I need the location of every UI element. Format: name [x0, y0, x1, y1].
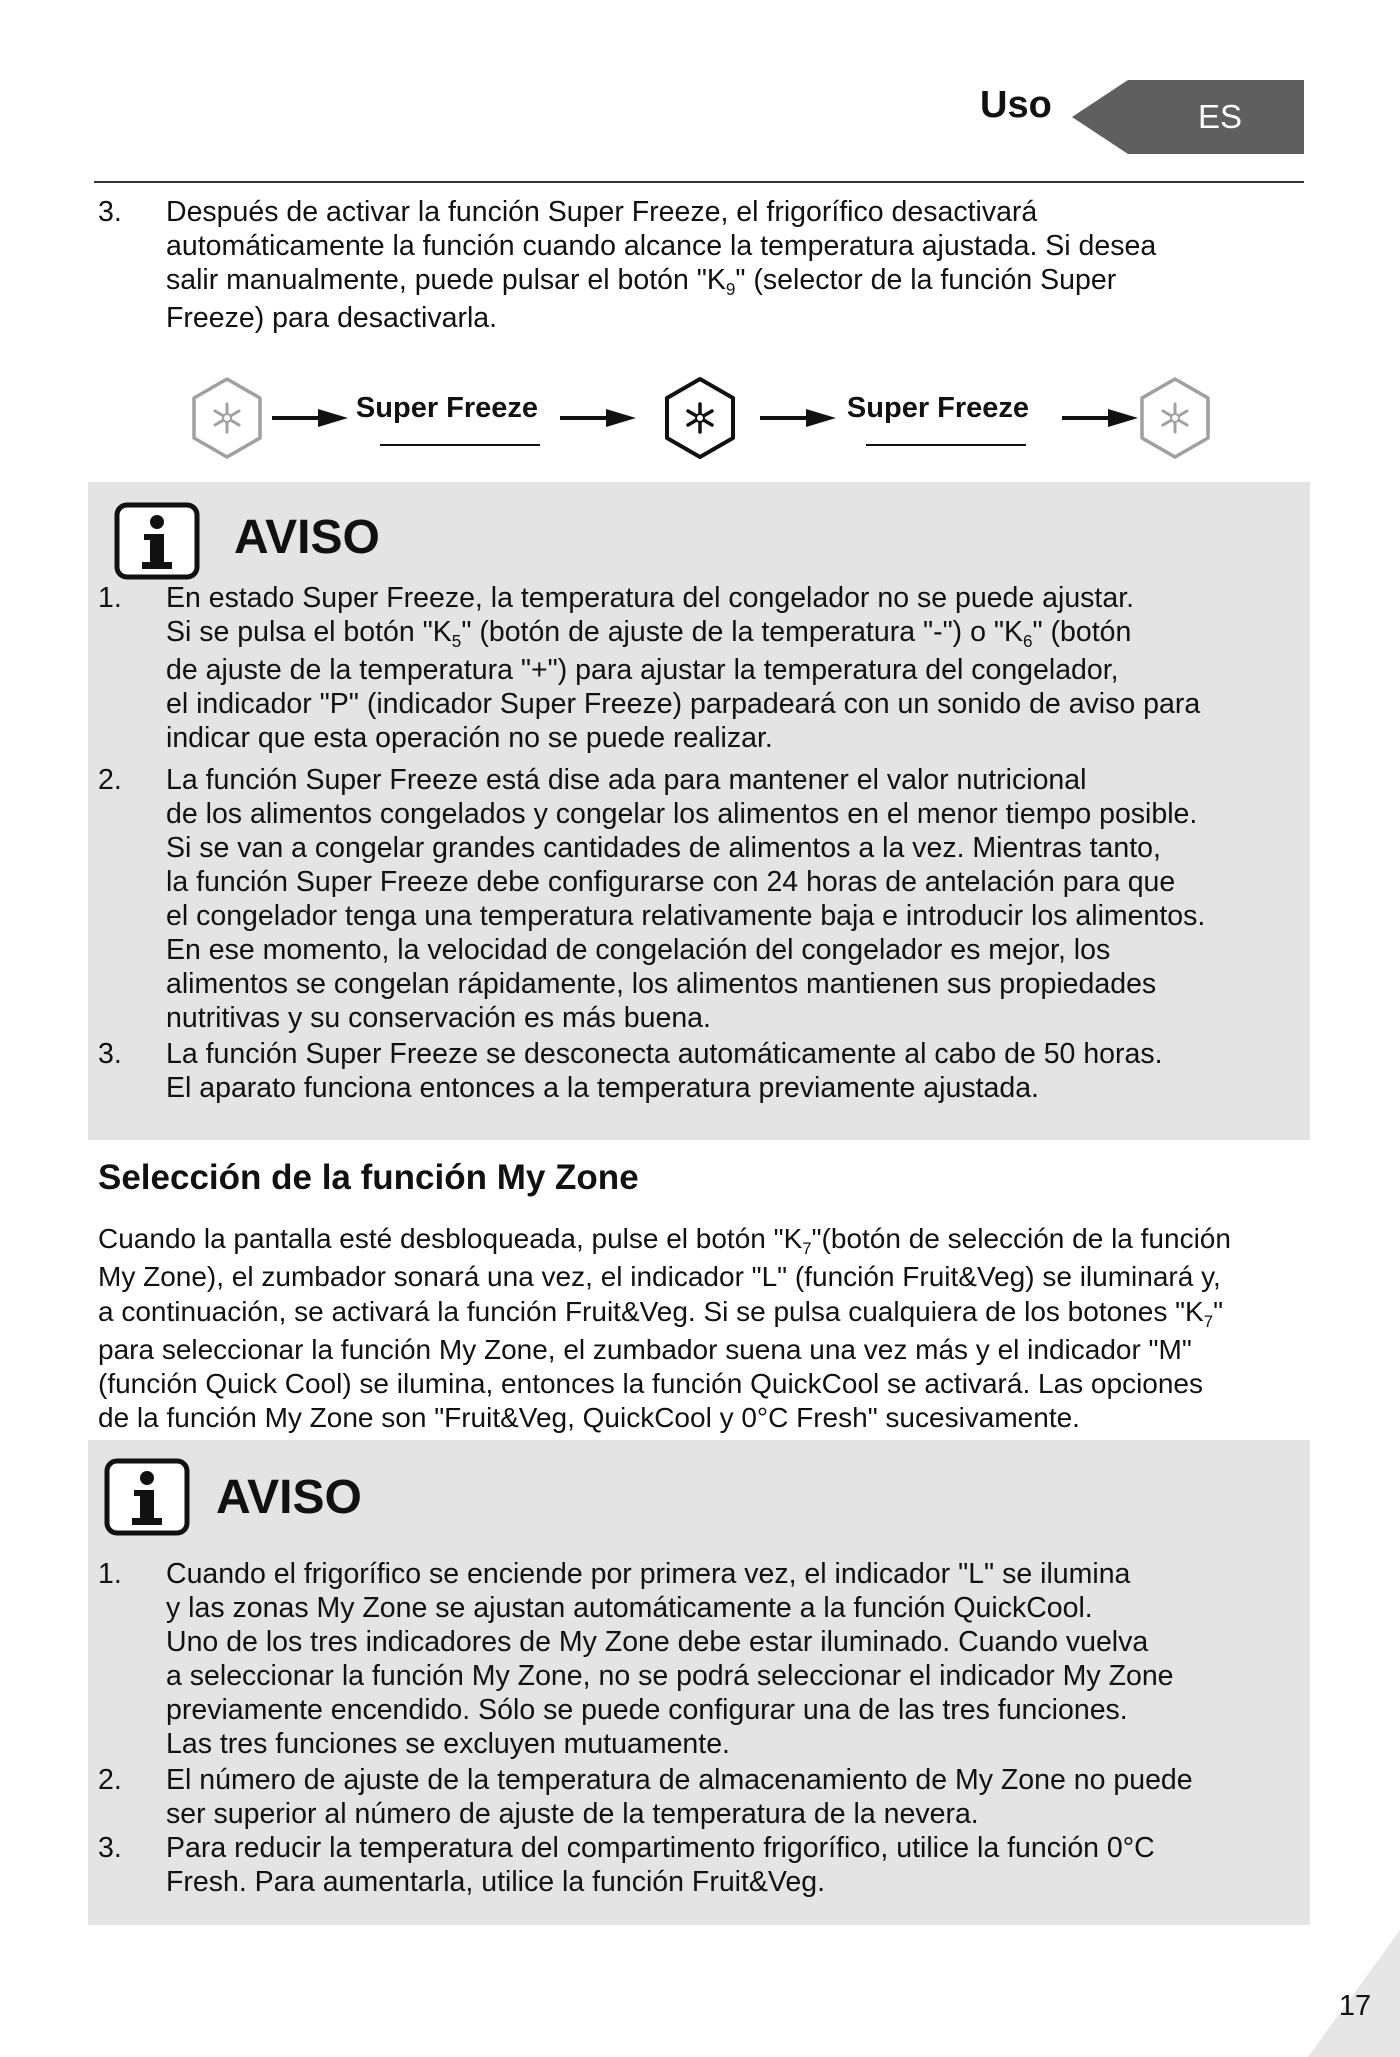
header-divider: [94, 181, 1304, 183]
list-item-text: En estado Super Freeze, la temperatura del congelador no se puede ajustar. Si se pulsa el botón "$K_5$" (botón de ajuste de la temperatura "-") o "$K_6$" (botón de ajuste de la temperatura "+") para ajustar la temperatura del congelador, el indicador "P" (indicador Super Freeze) parpadeará con un sonido de aviso para indicar que esta operación no se puede realizar.: [166, 582, 1201, 754]
notice-box: [88, 1440, 1310, 1925]
notice-title: AVISO: [234, 511, 380, 564]
list-item-text: El número de ajuste de la temperatura de almacenamiento de My Zone no puede ser superior al número de ajuste de la temperatura de la nevera.: [166, 1764, 1193, 1830]
flow-label-super-freeze: Super Freeze: [355, 392, 539, 424]
info-icon: [104, 1458, 190, 1536]
section-title: Uso: [980, 84, 1052, 126]
arrow-right-icon: [272, 408, 348, 428]
snowflake-hexagon-active-icon: [663, 376, 737, 460]
flow-label-super-freeze: Super Freeze: [846, 392, 1030, 424]
my-zone-description: Cuando la pantalla esté desbloqueada, pulse el botón "$K_7"(botón$ de selección de la función My Zone), el zumbador sonará una vez, el indicador "L" (función Fruit&Veg) se iluminará y, a continuación, se activará la función Fruit&Veg. Si se pulsa cualquiera de los botones "$K_7$" para seleccionar la función My Zone, el zumbador suena una vez más y el indicador "M" (función Quick Cool) se ilumina, entonces la función QuickCool se activará. Las opciones de la función My Zone son "Fruit&Veg, QuickCool y 0°C Fresh" sucesivamente.: [98, 1223, 1231, 1434]
list-item-text: La función Super Freeze se desconecta automáticamente al cabo de 50 horas. El aparato funciona entonces a la temperatura previamente ajustada.: [166, 1038, 1163, 1104]
list-item-number: 2.: [98, 764, 122, 796]
list-item-number: 1.: [98, 582, 122, 614]
step-number: 3.: [98, 196, 122, 228]
snowflake-hexagon-inactive-icon: [1138, 376, 1212, 460]
list-item-text: La función Super Freeze está dise ada para mantener el valor nutricional de los alimentos congelados y congelar los alimentos en el menor tiempo posible. Si se van a congelar grandes cantidades de alimentos a la vez. Mientras tanto, la función Super Freeze debe configurarse con 24 horas de antelación para que el congelador tenga una temperatura relativamente baja e introducir los alimentos. En ese momento, la velocidad de congelación del congelador es mejor, los alimentos se congelan rápidamente, los alimentos mantienen sus propiedades nutritivas y su conservación es más buena.: [166, 764, 1206, 1034]
list-item-number: 3.: [98, 1038, 122, 1070]
language-tab: [1072, 80, 1304, 154]
notice-box: [88, 482, 1310, 1140]
list-item-number: 2.: [98, 1764, 122, 1796]
arrow-right-icon: [560, 408, 636, 428]
list-item-number: 1.: [98, 1558, 122, 1590]
arrow-right-icon: [1062, 408, 1138, 428]
list-item-text: Cuando el frigorífico se enciende por primera vez, el indicador "L" se ilumina y las zonas My Zone se ajustan automáticamente a la función QuickCool. Uno de los tres indicadores de My Zone debe estar iluminado. Cuando vuelva a seleccionar la función My Zone, no se podrá seleccionar el indicador My Zone previamente encendido. Sólo se puede configurar una de las tres funciones. Las tres funciones se excluyen mutuamente.: [166, 1558, 1174, 1760]
info-icon: [114, 502, 200, 580]
flow-label-underline: [380, 444, 540, 446]
section-heading: Selección de la función My Zone: [98, 1158, 639, 1197]
arrow-right-icon: [760, 408, 836, 428]
snowflake-hexagon-inactive-icon: [190, 376, 264, 460]
language-label: ES: [1197, 98, 1243, 135]
page-number: 17: [1338, 1990, 1372, 2022]
list-item-text: Para reducir la temperatura del compartimento frigorífico, utilice la función 0°C Fresh. Para aumentarla, utilice la función Fruit&Veg.: [166, 1832, 1155, 1898]
flow-label-underline: [866, 444, 1026, 446]
super-freeze-flow-diagram: [180, 368, 1230, 468]
page-header: [0, 0, 1400, 190]
list-item-number: 3.: [98, 1832, 122, 1864]
step-3-text: Después de activar la función Super Freeze, el frigorífico desactivará automáticamente la función cuando alcance la temperatura ajustada. Si desea salir manualmente, puede pulsar el botón "$K_9$" (selector de la función Super Freeze) para desactivarla.: [166, 196, 1157, 334]
notice-title: AVISO: [216, 1471, 362, 1524]
